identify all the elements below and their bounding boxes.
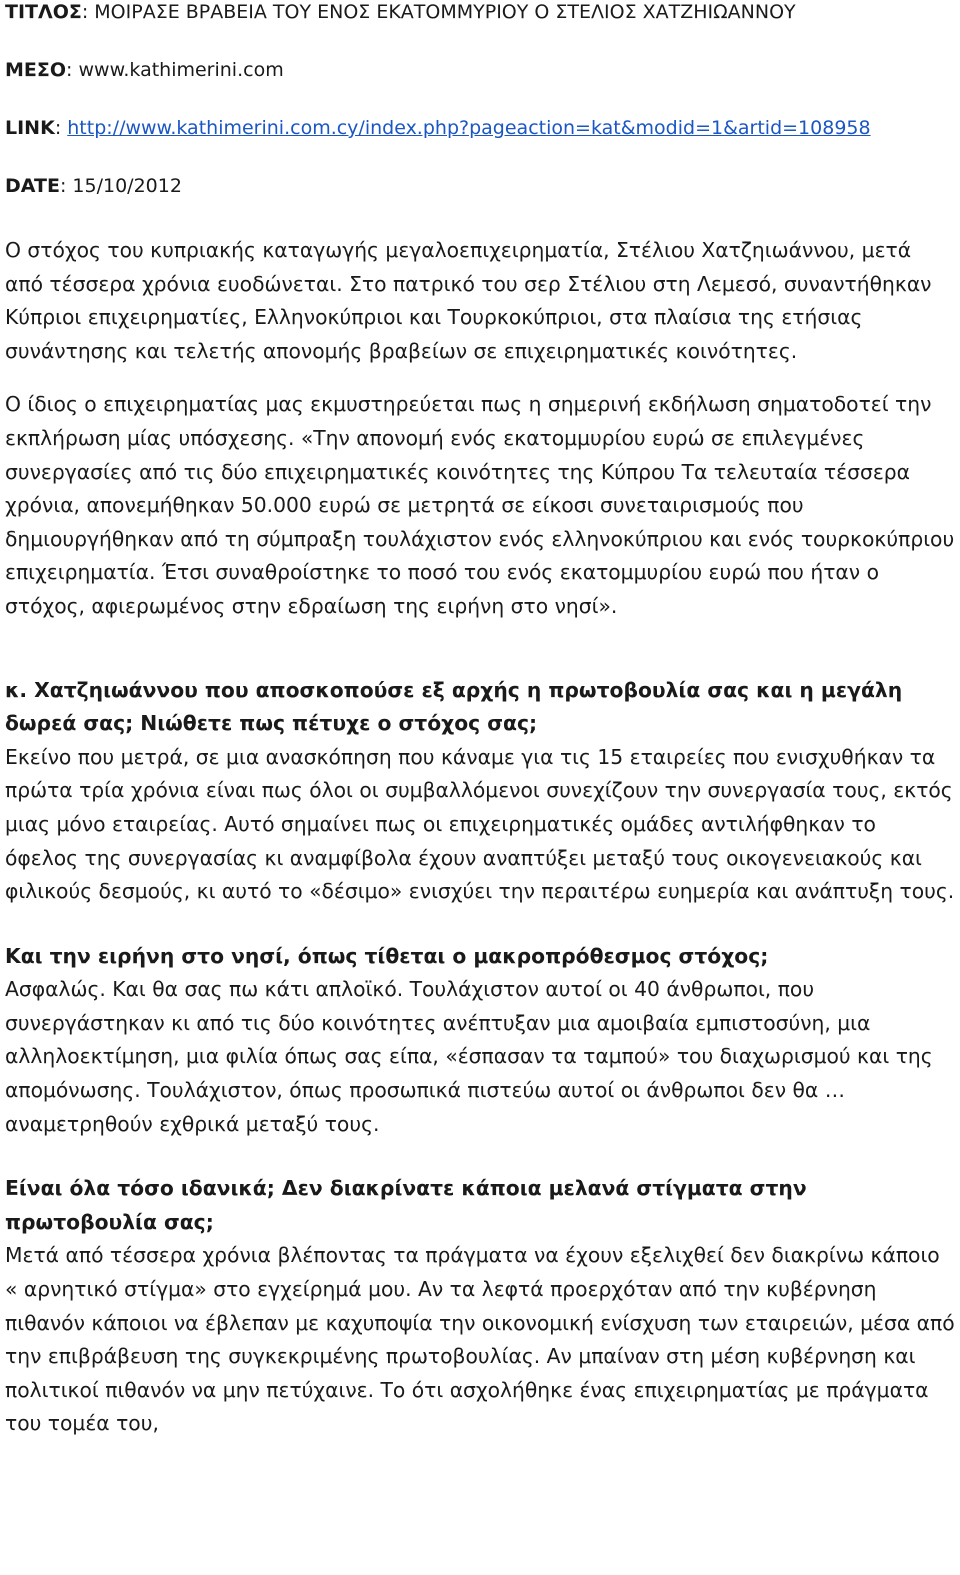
document-page — [5, 0, 955, 1441]
intro-paragraph-2: Ο ίδιος ο επιχειρηματίας μας εκμυστηρεύεται πως η σημερινή εκδήλωση σηματοδοτεί την εκπλήρωση μίας υπόσχεσης. «Την απονομή ενός εκατομμυρίου ευρώ σε επιλεγμένες συνεργασίες από τις δύο επιχειρηματικές κοινότητες της Κύπρου Τα τελευταία τέσσερα χρόνια, απονεμήθηκαν 50.000 ευρώ σε μετρητά σε είκοσι συνεταιρισμούς που δημιουργήθηκαν από τη σύμπραξη τουλάχιστον ενός ελληνοκύπριου και ενός τουρκοκύπριου επιχειρηματία. Έτσι συναθροίστηκε το ποσό του ενός εκατομμυρίου ευρώ που ήταν ο στόχος, αφιερωμένος στην εδραίωση της ειρήνη στο νησί». — [5, 392, 955, 618]
date-separator: : — [59, 175, 73, 197]
question-2: Και την ειρήνη στο νησί, όπως τίθεται ο μακροπρόθεσμος στόχος; — [5, 943, 769, 968]
meta-date-line — [5, 174, 955, 198]
title-label: ΤΙΤΛΟΣ — [5, 1, 82, 23]
meta-link-line — [5, 116, 955, 140]
source-value: www.kathimerini.com — [78, 59, 284, 81]
title-separator: : — [81, 1, 95, 23]
answer-1: Εκείνο που μετρά, σε μια ανασκόπηση που κάναμε για τις 15 εταιρείες που ενισχυθήκαν τα πρώτα τρία χρόνια είναι πως όλοι οι συμβαλλόμενοι συνεχίζουν την συνεργασία τους, εκτός μιας μόνο εταιρείας. Αυτό σημαίνει πως οι επιχειρηματικές ομάδες αντιλήφθηκαν το όφελος της συνεργασίας κι αναμφίβολα έχουν αναπτύξει μεταξύ τους οικογενειακούς και φιλικούς δεσμούς, κι αυτό το «δέσιμο» ενισχύει την περαιτέρω ευημερία και ανάπτυξη τους. — [5, 744, 955, 904]
title-value: ΜΟΙΡΑΣΕ ΒΡΑΒΕΙΑ ΤΟΥ ΕΝΟΣ ΕΚΑΤΟΜΜΥΡΙΟΥ Ο ΣΤΕΛΙΟΣ ΧΑΤΖΗΙΩΑΝΝΟΥ — [94, 1, 796, 23]
answer-2: Ασφαλώς. Και θα σας πω κάτι απλοϊκό. Τουλάχιστον αυτοί οι 40 άνθρωποι, που συνεργάστηκαν κι από τις δύο κοινότητες ανέπτυξαν μια αμοιβαία εμπιστοσύνη, μια αλληλοεκτίμηση, μια φιλία όπως σας είπα, «έσπασαν τα ταμπού» του διαχωρισμού και της απομόνωσης. Τουλάχιστον, όπως προσωπικά πιστεύω αυτοί οι άνθρωποι δεν θα …αναμετρηθούν εχθρικά μεταξύ τους. — [5, 977, 933, 1136]
link-separator: : — [54, 117, 68, 139]
date-value: 15/10/2012 — [72, 175, 182, 197]
answer-3: Μετά από τέσσερα χρόνια βλέποντας τα πράγματα να έχουν εξελιχθεί δεν διακρίνω κάποιο « αρνητικό στίγμα» στο εγχείρημά μου. Αν τα λεφτά προερχόταν από την κυβέρνηση πιθανόν κάποιοι να έβλεπαν με καχυποψία την οικονομική ενίσχυση των εταιρειών, μέσα από την επιβράβευση της συγκεκριμένης πρωτοβουλίας. Αν μπαίναν στη μέση κυβέρνηση και πολιτικοί πιθανόν να μην πετύχαινε. Το ότι ασχολήθηκε ένας επιχειρηματίας με πράγματα του τομέα του, — [5, 1243, 955, 1436]
source-label: ΜΕΣΟ — [5, 59, 67, 81]
meta-title-line — [5, 0, 955, 24]
question-3: Είναι όλα τόσο ιδανικά; Δεν διακρίνατε κάποια μελανά στίγματα στην πρωτοβουλία σας; — [5, 1176, 807, 1234]
article-link[interactable]: http://www.kathimerini.com.cy/index.php?pageaction=kat&modid=1&artid=108958 — [67, 117, 871, 139]
question-1: κ. Χατζηιωάννου που αποσκοπούσε εξ αρχής η πρωτοβουλία σας και η μεγάλη δωρεά σας; Νιώθετε πως πέτυχε ο στόχος σας; — [5, 677, 903, 736]
source-separator: : — [66, 59, 79, 81]
link-label: LINK — [5, 117, 55, 139]
intro-paragraph-1: Ο στόχος του κυπριακής καταγωγής μεγαλοεπιχειρηματία, Στέλιου Χατζηιωάννου, μετά από τέσσερα χρόνια ευοδώνεται. Στο πατρικό του σερ Στέλιου στη Λεμεσό, συναντήθηκαν Κύπριοι επιχειρηματίες, Ελληνοκύπριοι και Τουρκοκύπριοι, στα πλαίσια της ετήσιας συνάντησης και τελετής απονομής βραβείων σε επιχειρηματικές κοινότητες. — [5, 238, 932, 363]
date-label: DATE — [5, 175, 60, 197]
meta-source-line — [5, 58, 955, 82]
